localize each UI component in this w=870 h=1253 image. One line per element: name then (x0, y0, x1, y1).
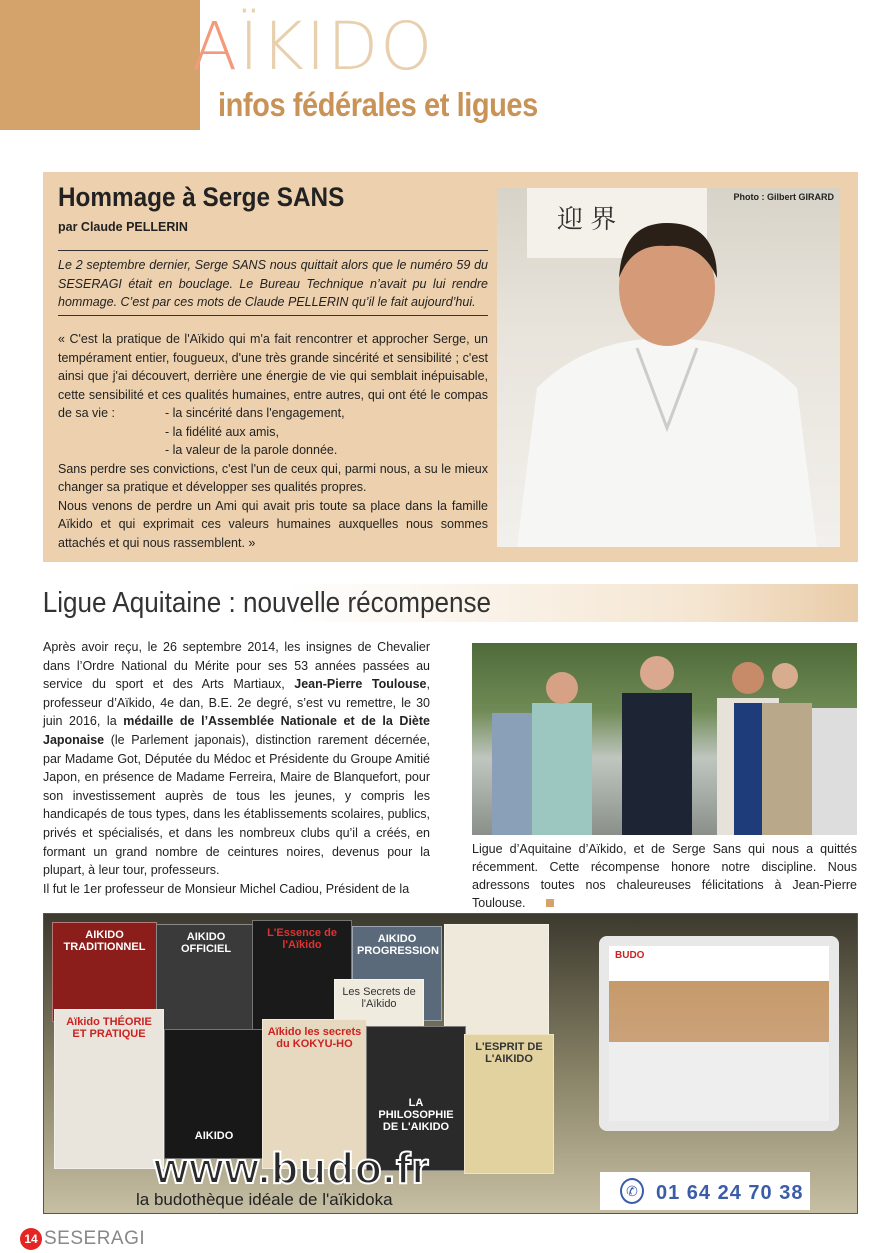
book-cover: Aïkido les secrets du KOKYU-HO (262, 1019, 367, 1169)
phone-number[interactable]: 01 64 24 70 38 (656, 1182, 804, 1204)
caption-text: Ligue d’Aquitaine d’Aïkido, et de Serge Sans qui nous a quittés récemment. Cette récompense honore notre discipline. Nous adressons toutes nos chaleureuses félicitations à Jean-Pierre Toulouse. (472, 842, 857, 910)
website-url[interactable]: www.budo.fr (154, 1144, 430, 1193)
book-cover: Les Secrets de l'Aïkido (334, 979, 424, 1034)
photo-caption (472, 840, 857, 912)
screen-brand: BUDO (615, 950, 645, 961)
intro-text: Le 2 septembre dernier, Serge SANS nous quittait alors que le numéro 59 du SESERAGI était en bouclage. Le Bureau Technique n’avait pu lui rendre hommage. C’est par ces mots de Claude PELLERIN qu’il le fait aujourd’hui. (58, 258, 488, 309)
logo-letter: A (192, 8, 240, 85)
photo-credit: Photo : Gilbert GIRARD (733, 192, 834, 202)
list-item: - la fidélité aux amis, (165, 424, 279, 439)
portrait-photo (497, 188, 840, 547)
magazine-name: SESERAGI (44, 1228, 146, 1249)
quote-paragraph: Nous venons de perdre un Ami qui avait pris toute sa place dans la famille Aïkido et qui exprimait ces valeurs humaines auxquelles nous sommes attachés et qui nous rassemblent. » (58, 498, 488, 550)
book-cover: Aïkido THÉORIE ET PRATIQUE (54, 1009, 164, 1169)
ad-tagline: la budothèque idéale de l'aïkidoka (136, 1190, 393, 1209)
monitor-illustration (599, 936, 839, 1131)
quote-paragraph: « C'est la pratique de l'Aïkido qui m'a fait rencontrer et approcher Serge, un tempérament entier, fougueux, d'une très grande sincérité et sensibilité ; c'est ainsi que j'ai découvert, derrière une énergie de vie qui semblait inépuisable, cette sensibilité et ces qualités humaines, entre autres, qui ont été le compas de sa vie : (58, 332, 488, 420)
quote-paragraph: Sans perdre ses convictions, c'est l'un de ceux qui, parmi nous, a su le mieux changer sa pratique et développer ses qualités propres. (58, 461, 488, 494)
end-mark-icon (546, 899, 554, 907)
ceremony-photo (472, 643, 857, 835)
book-cover: L'Essence de l'Aïkido (252, 920, 352, 1035)
divider (58, 315, 488, 316)
portrait-illustration (497, 188, 840, 547)
section-header (40, 584, 858, 622)
text: Après avoir reçu, le 26 septembre 2014, les insignes de Chevalier dans l’Ordre National du Mérite pour ses 53 années passées au service du sport et des Arts Martiaux, (43, 640, 430, 692)
book-cover: AIKIDO OFFICIEL (156, 924, 256, 1034)
text: , professeur d’Aïkido, 4e dan, B.E. 2e degré, s’est vu remettre, le 30 juin 2016, la (43, 677, 430, 729)
paragraph (43, 638, 430, 880)
budo-advertisement[interactable] (43, 913, 858, 1214)
hommage-box (43, 172, 858, 562)
page-footer (20, 1228, 145, 1250)
svg-text:迎 界: 迎 界 (557, 204, 617, 234)
byline: par Claude PELLERIN (58, 220, 188, 234)
list-item: - la sincérité dans l'engagement, (165, 406, 345, 420)
person-name: Jean-Pierre Toulouse (294, 677, 427, 692)
quote-text (58, 330, 488, 552)
article-title: Ligue Aquitaine : nouvelle récompense (42, 587, 492, 619)
book-cover: L'ESPRIT DE L'AIKIDO (464, 1034, 554, 1174)
section-subtitle: infos fédérales et ligues (218, 86, 538, 123)
book-cover: LA PHILOSOPHIE DE L'AIKIDO (366, 1026, 466, 1171)
article-title: Hommage à Serge SANS (58, 182, 345, 212)
phone-icon: ✆ (620, 1178, 644, 1204)
book-cover: AIKIDO PROGRESSION (352, 926, 442, 1021)
logo-text: ÏKIDO (239, 8, 435, 85)
text: (le Parlement japonais), distinction rarement décernée, par Madame Got, Députée du Médoc et Présidente du Groupe Amitié Japon, en présence de Madame Ferreira, Maire de Blanquefort, pour son investissement auprès de tous les jeunes, y compris les handicapés de tous types, dans les établissements scolaires, publics, privés et spécialisés, et dans les nombreux clubs qu’il a créés, en formant un grand nombre de ceintures noires, devenus pour la plupart, à leur tour, professeurs. (43, 732, 430, 878)
book-cover: AIKIDO TRADITIONNEL (52, 922, 157, 1022)
book-cover: AIKIDO (164, 1029, 264, 1159)
website-screenshot (609, 946, 829, 1121)
award-name: médaille de l’Assemblée Nationale et de la Diète Japonaise (43, 714, 430, 747)
list-item: - la valeur de la parole donnée. (165, 443, 338, 457)
ceremony-illustration (472, 643, 857, 835)
article-body (43, 638, 430, 898)
divider (58, 250, 488, 251)
section-logo (192, 8, 435, 85)
header-color-block (0, 0, 200, 130)
page-number: 14 (20, 1228, 42, 1250)
paragraph: Il fut le 1er professeur de Monsieur Michel Cadiou, Président de la (43, 881, 410, 896)
